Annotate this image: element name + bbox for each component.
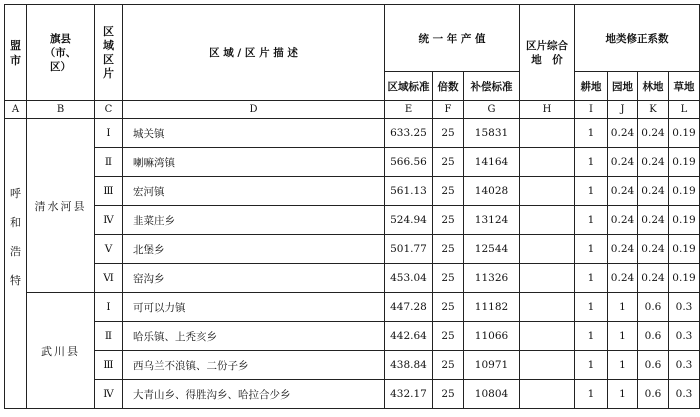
farmland-coef-cell: 1 [575,148,608,177]
zone-standard-cell: 524.94 [385,206,433,235]
column-letter: J [608,101,638,119]
zone-standard-cell: 566.56 [385,148,433,177]
column-letter: C [95,101,123,119]
forest-coef-cell: 0.6 [638,293,669,322]
zone-cell: Ⅳ [95,206,123,235]
table-row [5,177,700,206]
forest-coef-cell: 0.6 [638,322,669,351]
zone-cell: Ⅳ [95,380,123,409]
combined-price-cell [520,293,575,322]
combined-price-cell [520,264,575,293]
table-row [5,322,700,351]
multiple-cell: 25 [433,235,464,264]
garden-coef-cell: 0.24 [608,119,638,148]
multiple-cell: 25 [433,177,464,206]
combined-price-cell [520,177,575,206]
garden-coef-cell: 0.24 [608,235,638,264]
grass-coef-cell: 0.3 [669,380,700,409]
description-cell: 可可以力镇 [123,293,385,322]
table-row [5,119,700,148]
header-county: 旗县（市、区） [27,5,95,101]
column-letter: F [433,101,464,119]
multiple-cell: 25 [433,148,464,177]
compensation-cell: 11182 [464,293,520,322]
league-name: 呼和浩特 [10,187,21,287]
multiple-cell: 25 [433,264,464,293]
header-zone: 区域区片 [95,5,123,101]
zone-cell: Ⅲ [95,351,123,380]
table-row [5,148,700,177]
compensation-cell: 13124 [464,206,520,235]
forest-coef-cell: 0.24 [638,235,669,264]
zone-standard-cell: 432.17 [385,380,433,409]
garden-coef-cell: 0.24 [608,148,638,177]
county-cell: 武川县 [27,293,95,409]
header-combined-price: 区片综合地 价 [520,5,575,101]
header-garden: 园地 [608,72,638,101]
forest-coef-cell: 0.6 [638,380,669,409]
column-letter: B [27,101,95,119]
county-cell: 清水河县 [27,119,95,293]
grass-coef-cell: 0.19 [669,119,700,148]
table-header [5,5,700,119]
column-letter: L [669,101,700,119]
combined-price-cell [520,380,575,409]
garden-coef-cell: 0.24 [608,206,638,235]
grass-coef-cell: 0.19 [669,264,700,293]
forest-coef-cell: 0.24 [638,177,669,206]
header-forest: 林地 [638,72,669,101]
zone-standard-cell: 501.77 [385,235,433,264]
description-cell: 城关镇 [123,119,385,148]
zone-standard-cell: 633.25 [385,119,433,148]
farmland-coef-cell: 1 [575,206,608,235]
combined-price-cell [520,148,575,177]
column-letter: D [123,101,385,119]
farmland-coef-cell: 1 [575,119,608,148]
header-grass: 草地 [669,72,700,101]
column-letter: K [638,101,669,119]
table-row [5,206,700,235]
description-cell: 哈乐镇、上秃亥乡 [123,322,385,351]
garden-coef-cell: 1 [608,322,638,351]
description-cell: 韭菜庄乡 [123,206,385,235]
zone-standard-cell: 561.13 [385,177,433,206]
forest-coef-cell: 0.24 [638,264,669,293]
table-body [5,119,700,409]
multiple-cell: 25 [433,206,464,235]
multiple-cell: 25 [433,351,464,380]
combined-price-cell [520,206,575,235]
description-cell: 宏河镇 [123,177,385,206]
table-row [5,264,700,293]
grass-coef-cell: 0.19 [669,148,700,177]
description-cell: 喇嘛湾镇 [123,148,385,177]
land-compensation-table [4,4,700,409]
compensation-cell: 10804 [464,380,520,409]
compensation-cell: 14028 [464,177,520,206]
combined-price-cell [520,119,575,148]
header-land-coef: 地类修正系数 [575,5,700,72]
farmland-coef-cell: 1 [575,380,608,409]
description-cell: 窑沟乡 [123,264,385,293]
farmland-coef-cell: 1 [575,264,608,293]
grass-coef-cell: 0.3 [669,322,700,351]
compensation-cell: 11326 [464,264,520,293]
zone-cell: Ⅲ [95,177,123,206]
table-row [5,380,700,409]
zone-cell: Ⅱ [95,322,123,351]
forest-coef-cell: 0.24 [638,119,669,148]
forest-coef-cell: 0.24 [638,148,669,177]
zone-standard-cell: 453.04 [385,264,433,293]
table-row [5,293,700,322]
garden-coef-cell: 1 [608,351,638,380]
grass-coef-cell: 0.19 [669,235,700,264]
grass-coef-cell: 0.19 [669,206,700,235]
garden-coef-cell: 0.24 [608,177,638,206]
header-multiple: 倍数 [433,72,464,101]
header-zone-standard: 区域标准 [385,72,433,101]
zone-standard-cell: 442.64 [385,322,433,351]
forest-coef-cell: 0.24 [638,206,669,235]
header-description: 区 域 / 区 片 描 述 [123,5,385,101]
forest-coef-cell: 0.6 [638,351,669,380]
garden-coef-cell: 0.24 [608,264,638,293]
zone-cell: Ⅰ [95,293,123,322]
description-cell: 大青山乡、得胜沟乡、哈拉合少乡 [123,380,385,409]
table-row [5,235,700,264]
garden-coef-cell: 1 [608,293,638,322]
column-letter: I [575,101,608,119]
farmland-coef-cell: 1 [575,351,608,380]
zone-cell: Ⅱ [95,148,123,177]
multiple-cell: 25 [433,293,464,322]
farmland-coef-cell: 1 [575,322,608,351]
combined-price-cell [520,322,575,351]
garden-coef-cell: 1 [608,380,638,409]
combined-price-cell [520,351,575,380]
zone-standard-cell: 438.84 [385,351,433,380]
table-row [5,351,700,380]
column-letter: G [464,101,520,119]
header-compensation: 补偿标准 [464,72,520,101]
description-cell: 西乌兰不浪镇、二份子乡 [123,351,385,380]
column-letter: A [5,101,27,119]
combined-price-cell [520,235,575,264]
column-letter: E [385,101,433,119]
compensation-cell: 15831 [464,119,520,148]
compensation-cell: 12544 [464,235,520,264]
zone-cell: Ⅴ [95,235,123,264]
multiple-cell: 25 [433,119,464,148]
header-unified-value: 统 一 年 产 值 [385,5,520,72]
compensation-cell: 11066 [464,322,520,351]
header-farmland: 耕地 [575,72,608,101]
compensation-cell: 10971 [464,351,520,380]
multiple-cell: 25 [433,380,464,409]
farmland-coef-cell: 1 [575,293,608,322]
multiple-cell: 25 [433,322,464,351]
column-letter: H [520,101,575,119]
zone-standard-cell: 447.28 [385,293,433,322]
zone-cell: Ⅰ [95,119,123,148]
zone-cell: Ⅵ [95,264,123,293]
column-letter-row [5,101,700,119]
league-cell [5,119,27,409]
farmland-coef-cell: 1 [575,235,608,264]
grass-coef-cell: 0.3 [669,293,700,322]
compensation-cell: 14164 [464,148,520,177]
grass-coef-cell: 0.19 [669,177,700,206]
grass-coef-cell: 0.3 [669,351,700,380]
farmland-coef-cell: 1 [575,177,608,206]
header-league: 盟市 [5,5,27,101]
description-cell: 北堡乡 [123,235,385,264]
